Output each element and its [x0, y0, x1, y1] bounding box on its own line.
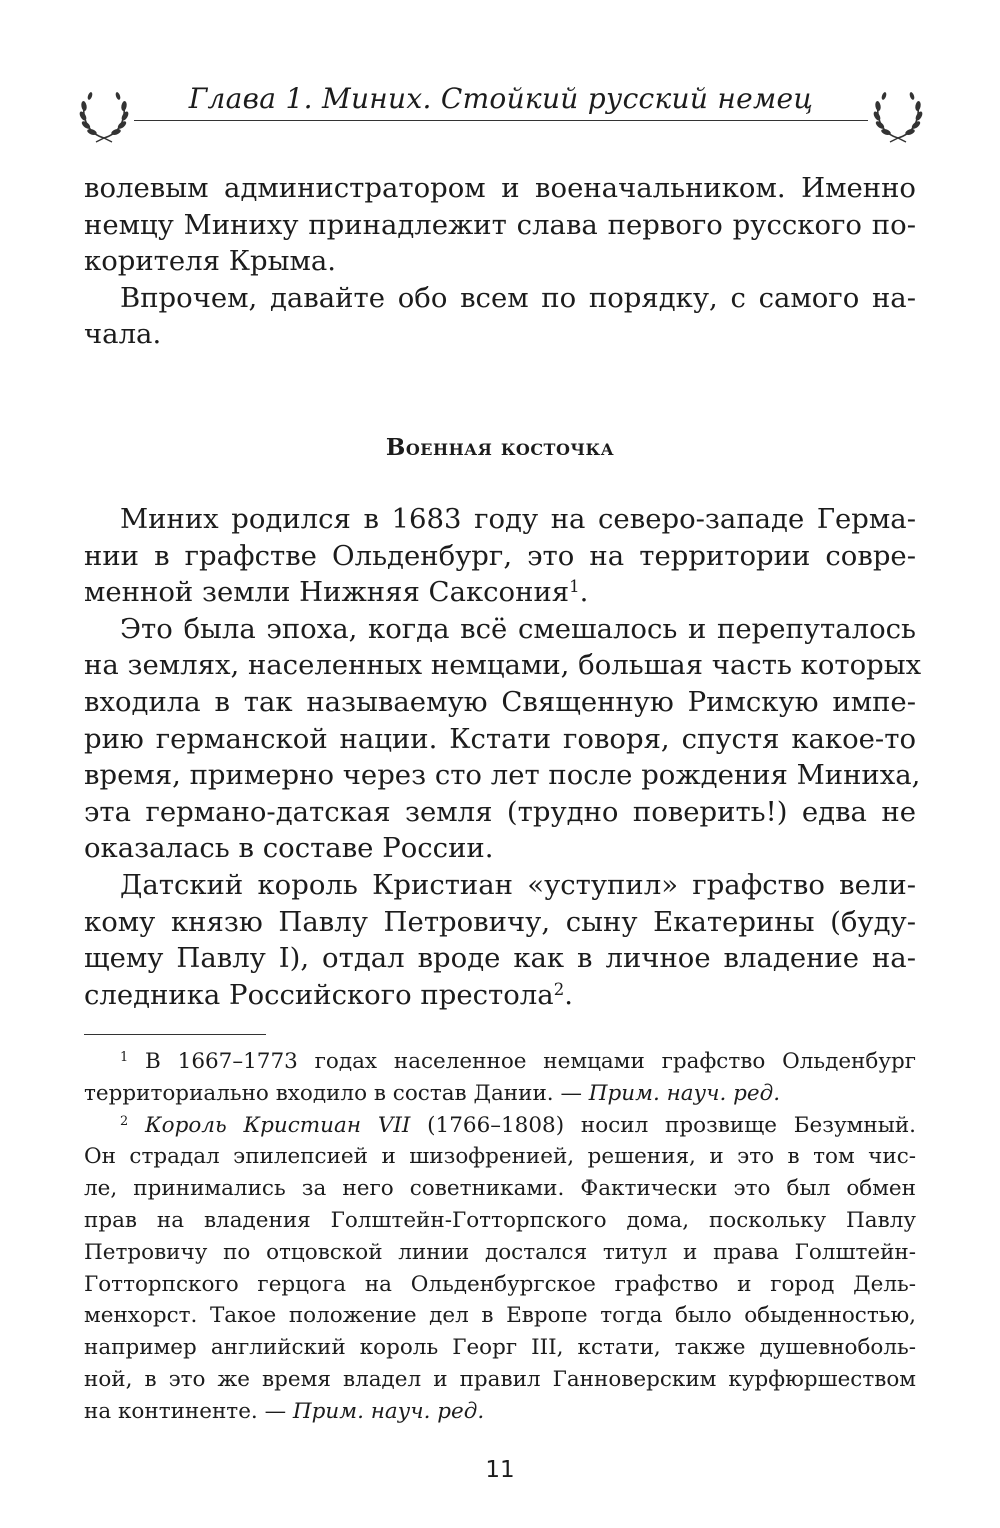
footnote-separator — [84, 1034, 266, 1035]
running-header — [76, 70, 926, 150]
section-text — [84, 501, 922, 1013]
text-line: кому князю Павлу Петровичу, сыну Екатерины (буду- — [84, 905, 916, 938]
header-rule — [134, 120, 868, 121]
text-line: нии в графстве Ольденбург, это на территории совре- — [84, 539, 916, 572]
footnote-ref[interactable]: 1 — [569, 577, 580, 597]
footnote-line: ной, в это же время владел и правил Ганноверским курфюршеством — [84, 1366, 916, 1392]
chapter-title: Глава 1. Миних. Стойкий русский немец — [188, 82, 814, 115]
text-line: Впрочем, давайте обо всем по порядку, с самого на- — [120, 281, 916, 314]
text-segment: территориально входило в состав Дании. — — [84, 1080, 589, 1106]
text-line — [84, 574, 916, 611]
editor-note: Прим. науч. ред. — [588, 1080, 781, 1106]
text-line: рию германской нации. Кстати говоря, спустя какое-то — [84, 722, 916, 755]
footnote-line: ле, принимались за него советниками. Фактически это был обмен — [84, 1176, 916, 1202]
text-line: на землях, населенных немцами, большая часть которых — [84, 649, 922, 682]
text-line — [84, 977, 916, 1014]
footnote-line: менхорст. Такое положение дел в Европе тогда было обыденностью, — [84, 1303, 916, 1329]
section-title: Военная косточка — [385, 434, 615, 461]
footnote-number: 2 — [120, 1113, 129, 1129]
text-line: Это была эпоха, когда всё смешалось и перепуталось — [120, 612, 916, 645]
footnote-line — [84, 1078, 916, 1110]
footnote-number: 1 — [120, 1049, 129, 1065]
text-segment: (1766–1808) носил прозвище Безумный. — [410, 1112, 916, 1138]
laurel-wreath-icon — [870, 84, 926, 146]
footnote-line: например английский король Георг III, кстати, также душевноболь- — [84, 1335, 916, 1361]
footnote-line — [84, 1046, 916, 1078]
text-segment: . — [564, 978, 573, 1011]
footnote-ref[interactable]: 2 — [553, 979, 565, 999]
text-line: Миних родился в 1683 году на северо-западе Герма- — [120, 503, 916, 535]
text-line: Датский король Кристиан «уступил» графство вели- — [120, 868, 916, 901]
text-segment: следника Российского престола — [84, 978, 554, 1011]
editor-note: Прим. науч. ред. — [292, 1398, 485, 1424]
text-segment: . — [579, 576, 589, 609]
text-segment: Король Кристиан VII — [128, 1112, 411, 1138]
footnote-line — [84, 1396, 916, 1428]
text-line: входила в так называемую Священную Римскую импе- — [84, 685, 916, 718]
text-line: щему Павлу I), отдал вроде как в личное владение на- — [84, 942, 916, 975]
intro-text — [84, 170, 916, 353]
text-segment: на континенте. — — [84, 1398, 293, 1424]
footnote-line: Готторпского герцога на Ольденбургское графство и город Дель- — [84, 1271, 916, 1297]
footnote-line: Петровичу по отцовской линии достался титул и права Голштейн- — [84, 1239, 916, 1265]
text-line: волевым администратором и военачальником. Именно — [84, 172, 916, 204]
footnote-line — [84, 1110, 916, 1142]
text-line: эта германо-датская земля (трудно поверить!) едва не — [84, 795, 916, 828]
text-line: корителя Крыма. — [84, 245, 337, 278]
text-line: оказалась в составе России. — [84, 832, 494, 865]
footnote-line: прав на владения Голштейн-Готторпского дома, поскольку Павлу — [84, 1207, 916, 1233]
text-line: немцу Миниху принадлежит слава первого русского по- — [84, 208, 916, 241]
text-line: время, примерно через сто лет после рождения Миниха, — [84, 759, 921, 792]
footnotes — [84, 1046, 916, 1428]
text-segment: В 1667–1773 годах населенное немцами графство Ольденбург — [128, 1049, 916, 1074]
page-number: 11 — [485, 1457, 515, 1483]
text-segment: менной земли Нижняя Саксония — [84, 576, 570, 609]
footnote-line: Он страдал эпилепсией и шизофренией, решения, и это в том чис- — [84, 1144, 916, 1170]
text-line: чала. — [84, 318, 162, 351]
